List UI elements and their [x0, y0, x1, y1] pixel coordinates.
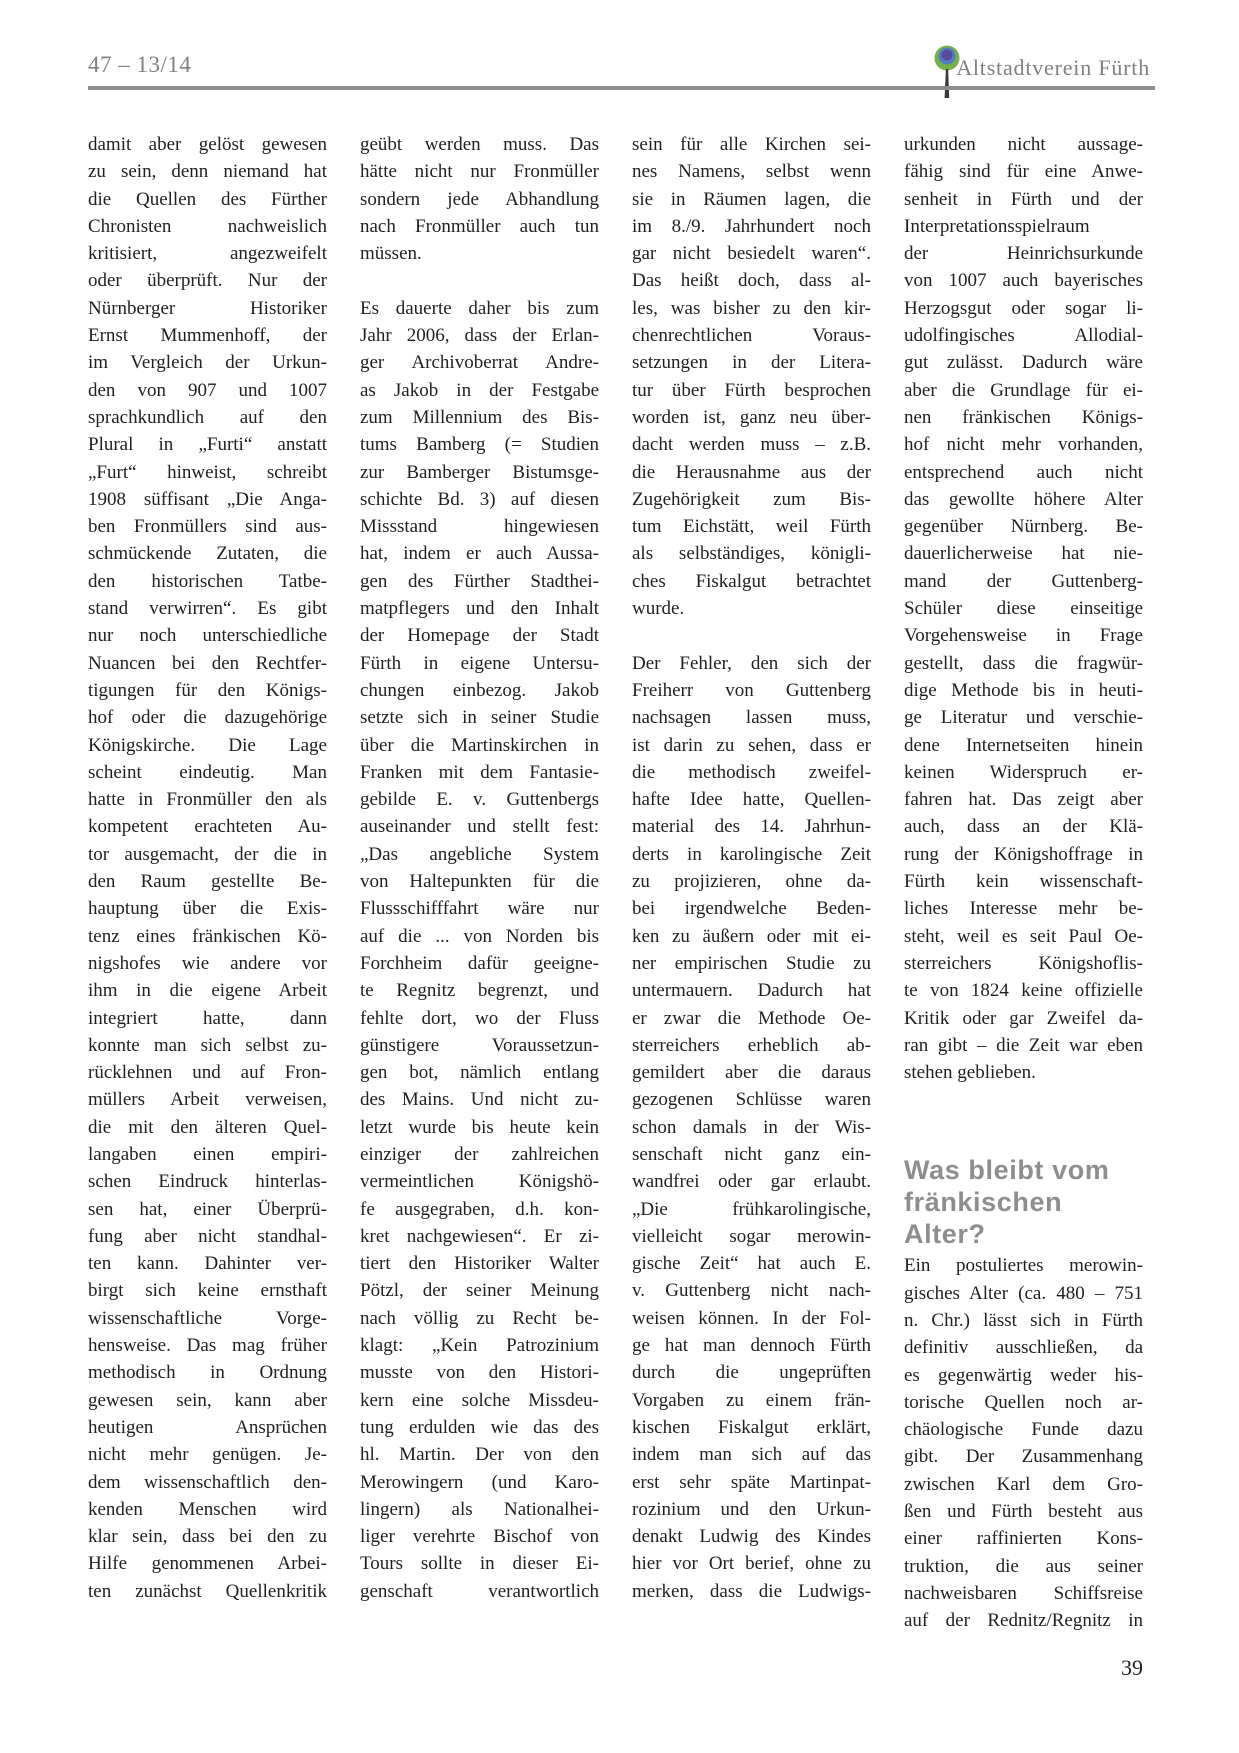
text-line: langaben einen empiri- — [88, 1143, 327, 1165]
text-line: setzte sich in seiner Studie — [360, 707, 599, 729]
text-line: Es dauerte daher bis zum — [360, 297, 599, 319]
text-line: wandfrei oder gar erlaubt. — [632, 1171, 871, 1193]
text-line: im 8./9. Jahrhundert noch — [632, 215, 871, 237]
text-line: worden ist, ganz neu über- — [632, 406, 871, 428]
text-line: auch, dass an der Klä- — [904, 816, 1143, 838]
text-column — [360, 131, 599, 1635]
text-line: dene Internetseiten hinein — [904, 734, 1143, 756]
text-line: gibt. Der Zusammenhang — [904, 1446, 1143, 1468]
text-line: Tours sollte in dieser Ei- — [360, 1553, 599, 1575]
text-line: dem wissenschaftlich den- — [88, 1471, 327, 1493]
text-line: günstigere Voraussetzun- — [360, 1034, 599, 1056]
text-line: Das heißt doch, dass al- — [632, 270, 871, 292]
paragraph — [632, 650, 871, 1605]
text-line: matpflegers und den Inhalt — [360, 598, 599, 620]
text-line: schon damals in der Wis- — [632, 1116, 871, 1138]
text-line: tum Eichstätt, weil Fürth — [632, 516, 871, 538]
paragraph — [88, 131, 327, 1605]
text-line: Chronisten nachweislich — [88, 215, 327, 237]
text-line: dauerlicherweise hat nie- — [904, 543, 1143, 565]
text-line: bei irgendwelche Beden- — [632, 898, 871, 920]
issue-number: 47 – 13/14 — [88, 52, 192, 77]
text-line: nach Fronmüller auch tun — [360, 215, 599, 237]
text-line: chäologische Funde dazu — [904, 1419, 1143, 1441]
text-line: sprachkundlich auf den — [88, 406, 327, 428]
text-line: ner empirischen Studie zu — [632, 952, 871, 974]
text-line: fung aber nicht standhal- — [88, 1225, 327, 1247]
text-line: hof nicht mehr vorhanden, — [904, 434, 1143, 456]
text-line: Kritik oder gar Zweifel da- — [904, 1007, 1143, 1029]
text-line: auf der Rednitz/Regnitz in — [904, 1610, 1143, 1632]
text-line: material des 14. Jahrhun- — [632, 816, 871, 838]
paragraph — [360, 295, 599, 1605]
text-line: kompetent erachteten Au- — [88, 816, 327, 838]
text-line: sterreichers Königshoflis- — [904, 952, 1143, 974]
text-line: des Mains. Und nicht zu- — [360, 1089, 599, 1111]
text-line: Interpretationsspielraum — [904, 215, 1090, 237]
text-line: genschaft verantwortlich — [360, 1580, 599, 1602]
text-line: die Herausnahme aus der — [632, 461, 871, 483]
paragraph — [904, 131, 1143, 1086]
text-line: chungen einbezog. Jakob — [360, 679, 599, 701]
text-line: fränkischen — [904, 1187, 1063, 1218]
text-line: nach völlig zu Recht be- — [360, 1307, 599, 1329]
paragraph — [632, 131, 871, 622]
text-line: 1908 süffisant „Die Anga- — [88, 488, 327, 510]
text-line: „Die frühkarolingische, — [632, 1198, 871, 1220]
text-line: mand der Guttenberg- — [904, 570, 1143, 592]
text-line: derts in karolingische Zeit — [632, 843, 871, 865]
text-line: der Heinrichsurkunde — [904, 243, 1143, 265]
text-line: v. Guttenberg nicht nach- — [632, 1280, 871, 1302]
text-line: ist darin zu sehen, dass er — [632, 734, 871, 756]
text-line: „Furt“ hinweist, schreibt — [88, 461, 327, 483]
text-line: das gewollte höhere Alter — [904, 488, 1143, 510]
text-line: gestellt, dass die fragwür- — [904, 652, 1143, 674]
text-line: schichte Bd. 3) auf diesen — [360, 488, 599, 510]
text-line: n. Chr.) lässt sich in Fürth — [904, 1309, 1143, 1331]
text-line: gen des Fürther Stadthei- — [360, 570, 599, 592]
text-line: truktion, die aus seiner — [904, 1555, 1143, 1577]
text-line: keinen Widerspruch er- — [904, 761, 1143, 783]
text-line: nigshofes wie andere vor — [88, 952, 327, 974]
text-line: rücklehnen und auf Fron- — [88, 1062, 327, 1084]
text-line: schen Eindruck hinterlas- — [88, 1171, 327, 1193]
text-line: einziger der zahlreichen — [360, 1143, 599, 1165]
text-line: musste von den Histori- — [360, 1362, 599, 1384]
text-line: untermauern. Dadurch hat — [632, 980, 871, 1002]
text-line: Flussschifffahrt wäre nur — [360, 898, 599, 920]
text-line: Nuancen bei den Rechtfer- — [88, 652, 327, 674]
text-line: gen bot, nämlich entlang — [360, 1062, 599, 1084]
text-line: gisches Alter (ca. 480 – 751 — [904, 1282, 1143, 1304]
text-line: müllers Arbeit verweisen, — [88, 1089, 327, 1111]
text-line: integriert hatte, dann — [88, 1007, 327, 1029]
text-line: der Homepage der Stadt — [360, 625, 599, 647]
text-line: einer raffinierten Kons- — [904, 1528, 1143, 1550]
text-line: ger Archivoberrat Andre- — [360, 352, 599, 374]
text-line: klar sein, dass bei den zu — [88, 1526, 327, 1548]
text-line: Ein postuliertes merowin- — [904, 1255, 1143, 1277]
text-line: Nürnberger Historiker — [88, 297, 327, 319]
text-line: von Haltepunkten für die — [360, 871, 599, 893]
text-line: vielleicht sogar merowin- — [632, 1225, 871, 1247]
text-line: hafte Idee hatte, Quellen- — [632, 789, 871, 811]
text-line: tiert den Historiker Walter — [360, 1253, 599, 1275]
text-line: Fürth in eigene Untersu- — [360, 652, 599, 674]
text-line: er zwar die Methode Oe- — [632, 1007, 871, 1029]
text-line: definitiv ausschließen, da — [904, 1337, 1143, 1359]
text-line: entsprechend auch nicht — [904, 461, 1143, 483]
text-line: hauptung über die Exis- — [88, 898, 327, 920]
tree-blossom — [942, 50, 953, 61]
text-line: hatte in Fronmüller den als — [88, 789, 327, 811]
text-line: nachsagen lassen muss, — [632, 707, 871, 729]
text-line: den Raum gestellte Be- — [88, 871, 327, 893]
text-line: damit aber gelöst gewesen — [88, 134, 327, 155]
text-line: as Jakob in der Festgabe — [360, 379, 599, 401]
text-line: senheit in Fürth und der — [904, 188, 1143, 210]
text-line: die methodisch zweifel- — [632, 761, 871, 783]
text-line: torische Quellen noch ar- — [904, 1391, 1143, 1413]
text-line: über die Martinskirchen in — [360, 734, 599, 756]
text-line: Vorgehensweise in Frage — [904, 625, 1143, 647]
text-line: als selbständiges, königli- — [632, 543, 871, 565]
text-line: Ernst Mummenhoff, der — [88, 325, 327, 347]
text-line: hensweise. Das mag früher — [88, 1335, 327, 1357]
text-line: denakt Ludwig des Kindes — [632, 1526, 871, 1548]
text-line: gar nicht besiedelt waren“. — [632, 243, 871, 265]
text-line: Pötzl, der seiner Meinung — [360, 1280, 599, 1302]
text-line: kischen Fiskalgut erklärt, — [632, 1416, 871, 1438]
text-line: sterreichers erheblich ab- — [632, 1034, 871, 1056]
paragraph — [360, 131, 599, 267]
text-line: tor ausgemacht, der die in — [88, 843, 327, 865]
text-line: geübt werden muss. Das — [360, 134, 599, 155]
text-line: nen fränkischen Königs- — [904, 406, 1143, 428]
text-line: kenden Menschen wird — [88, 1498, 327, 1520]
article-body — [88, 131, 1143, 1635]
text-line: nicht mehr genügen. Je- — [88, 1444, 327, 1466]
text-line: gebilde E. v. Guttenbergs — [360, 789, 599, 811]
text-line: müssen. — [360, 243, 422, 265]
text-line: gegenüber Nürnberg. Be- — [904, 516, 1143, 538]
header-rule — [88, 86, 1155, 90]
text-line: letzt wurde bis heute kein — [360, 1116, 599, 1138]
text-line: zu projizieren, ohne da- — [632, 871, 871, 893]
text-line: tur über Fürth besprochen — [632, 379, 871, 401]
text-line: ches Fiskalgut betrachtet — [632, 570, 871, 592]
text-line: sie in Räumen lagen, die — [632, 188, 871, 210]
text-line: methodisch in Ordnung — [88, 1362, 327, 1384]
text-line: gut zulässt. Dadurch wäre — [904, 352, 1143, 374]
text-line: birgt sich keine ernsthaft — [88, 1280, 327, 1302]
text-line: vermeintlichen Königshö- — [360, 1171, 599, 1193]
text-line: steht, weil es seit Paul Oe- — [904, 925, 1143, 947]
text-line: Fürth kein wissenschaft- — [904, 871, 1143, 893]
text-line: fe ausgegraben, d.h. kon- — [360, 1198, 599, 1220]
text-line: tums Bamberg (= Studien — [360, 434, 599, 456]
text-line: Zugehörigkeit zum Bis- — [632, 488, 871, 510]
text-line: ran gibt – die Zeit war eben — [904, 1034, 1143, 1056]
text-line: ken zu äußern oder mit ei- — [632, 925, 871, 947]
text-line: heutigen Ansprüchen — [88, 1416, 327, 1438]
text-line: fähig sind für eine Anwe- — [904, 161, 1143, 183]
text-line: les, was bisher zu den kir- — [632, 297, 871, 319]
text-line: oder überprüft. Nur der — [88, 270, 327, 292]
text-line: hätte nicht nur Fronmüller — [360, 161, 599, 183]
text-line: tenz eines fränkischen Kö- — [88, 925, 327, 947]
text-line: ten zunächst Quellenkritik — [88, 1580, 327, 1602]
text-line: Was bleibt vom — [904, 1155, 1110, 1186]
text-column — [88, 131, 327, 1635]
text-line: zum Millennium des Bis- — [360, 406, 599, 428]
text-column — [632, 131, 871, 1635]
text-line: Missstand hingewiesen — [360, 516, 599, 538]
text-line: sen hat, einer Überprü- — [88, 1198, 327, 1220]
text-line: weisen können. In der Fol- — [632, 1307, 871, 1329]
text-line: indem man sich auf das — [632, 1444, 871, 1466]
text-line: sondern jede Abhandlung — [360, 188, 599, 210]
paragraph — [904, 1252, 1143, 1634]
text-line: es gegenwärtig weder his- — [904, 1364, 1143, 1386]
text-column — [904, 131, 1143, 1635]
text-line: ben Fronmüllers sind aus- — [88, 516, 327, 538]
text-line: nes Namens, selbst wenn — [632, 161, 871, 183]
text-line: rung der Königshoffrage in — [904, 843, 1143, 865]
text-line: ten kann. Dahinter ver- — [88, 1253, 327, 1275]
text-line: auf die ... von Norden bis — [360, 925, 599, 947]
text-line: nachweisbaren Schiffsreise — [904, 1582, 1143, 1604]
text-line: dige Methode bis in heuti- — [904, 679, 1143, 701]
text-line: liger verehrte Bischof von — [360, 1526, 599, 1548]
text-line: klagt: „Kein Patrozinium — [360, 1335, 599, 1357]
text-line: setzungen in der Litera- — [632, 352, 871, 374]
text-line: kret nachgewiesen“. Er zi- — [360, 1225, 599, 1247]
text-line: erst sehr späte Martinpat- — [632, 1471, 871, 1493]
text-line: lingern) als Nationalhei- — [360, 1498, 599, 1520]
text-line: konnte man sich selbst zu- — [88, 1034, 327, 1056]
text-line: Franken mit dem Fantasie- — [360, 761, 599, 783]
text-line: zur Bamberger Bistumsge- — [360, 461, 599, 483]
text-line: Alter? — [904, 1219, 986, 1250]
text-line: fehlte dort, wo der Fluss — [360, 1007, 599, 1029]
text-line: Jahr 2006, dass der Erlan- — [360, 325, 599, 347]
text-line: hl. Martin. Der von den — [360, 1444, 599, 1466]
text-line: Schüler diese einseitige — [904, 598, 1143, 620]
text-line: senschaft nicht ganz ein- — [632, 1143, 871, 1165]
section-heading — [904, 1154, 1143, 1250]
text-line: Plural in „Furti“ anstatt — [88, 434, 327, 456]
text-line: Freiherr von Guttenberg — [632, 679, 871, 701]
text-line: rozinium und den Urkun- — [632, 1498, 871, 1520]
text-line: tung erdulden wie das des — [360, 1416, 599, 1438]
text-line: Herzogsgut oder sogar li- — [904, 297, 1143, 319]
text-line: merken, dass die Ludwigs- — [632, 1580, 871, 1602]
text-line: hier vor Ort berief, ohne zu — [632, 1553, 871, 1575]
text-line: auseinander und stellt fest: — [360, 816, 599, 838]
text-line: schmückende Zutaten, die — [88, 543, 327, 565]
text-line: durch die ungeprüften — [632, 1362, 871, 1384]
text-line: Vorgaben zu einem frän- — [632, 1389, 871, 1411]
text-line: im Vergleich der Urkun- — [88, 352, 327, 374]
text-line: scheint eindeutig. Man — [88, 761, 327, 783]
text-line: zwischen Karl dem Gro- — [904, 1473, 1143, 1495]
text-line: Hilfe genommenen Arbei- — [88, 1553, 327, 1575]
text-line: die mit den älteren Quel- — [88, 1116, 327, 1138]
text-line: kern eine solche Missdeu- — [360, 1389, 599, 1411]
text-line: sein für alle Kirchen sei- — [632, 134, 871, 155]
text-line: den historischen Tatbe- — [88, 570, 327, 592]
text-line: von 1007 auch bayerisches — [904, 270, 1143, 292]
text-line: Forchheim dafür geeigne- — [360, 952, 599, 974]
text-line: liches Interesse mehr be- — [904, 898, 1143, 920]
text-line: den von 907 und 1007 — [88, 379, 327, 401]
text-line: hof oder die dazugehörige — [88, 707, 327, 729]
text-line: te Regnitz begrenzt, und — [360, 980, 599, 1002]
text-line: dacht werden muss – z.B. — [632, 434, 871, 456]
text-line: gewesen sein, kann aber — [88, 1389, 327, 1411]
brand-name: Altstadtverein Fürth — [956, 55, 1150, 80]
text-line: Merowingern (und Karo- — [360, 1471, 599, 1493]
text-line: fahren hat. Das zeigt aber — [904, 789, 1143, 811]
text-line: gezogenen Schlüsse waren — [632, 1089, 871, 1111]
text-line: wurde. — [632, 598, 685, 620]
text-line: Königskirche. Die Lage — [88, 734, 327, 756]
text-line: ßen und Fürth besteht aus — [904, 1501, 1143, 1523]
text-line: Der Fehler, den sich der — [632, 652, 871, 674]
page-number: 39 — [1121, 1655, 1143, 1680]
text-line: tigungen für den Königs- — [88, 679, 327, 701]
text-line: kritisiert, angezweifelt — [88, 243, 327, 265]
text-line: hat, indem er auch Aussa- — [360, 543, 599, 565]
text-line: ge Literatur und verschie- — [904, 707, 1143, 729]
text-line: stand verwirren“. Es gibt — [88, 598, 327, 620]
text-line: chenrechtlichen Voraus- — [632, 325, 871, 347]
text-line: udolfingisches Allodial- — [904, 325, 1143, 347]
text-line: stehen geblieben. — [904, 1062, 1036, 1084]
text-line: zu sein, denn niemand hat — [88, 161, 327, 183]
text-line: te von 1824 keine offizielle — [904, 980, 1143, 1002]
text-line: urkunden nicht aussage- — [904, 134, 1143, 155]
text-line: ge hat man dennoch Fürth — [632, 1335, 871, 1357]
tree-trunk — [945, 69, 950, 98]
text-line: gemildert aber die daraus — [632, 1062, 871, 1084]
text-line: nur noch unterschiedliche — [88, 625, 327, 647]
text-line: ihm in die eigene Arbeit — [88, 980, 327, 1002]
text-line: gische Zeit“ hat auch E. — [632, 1253, 871, 1275]
text-line: die Quellen des Fürther — [88, 188, 327, 210]
text-line: wissenschaftliche Vorge- — [88, 1307, 327, 1329]
text-line: „Das angebliche System — [360, 843, 599, 865]
text-line: aber die Grundlage für ei- — [904, 379, 1143, 401]
